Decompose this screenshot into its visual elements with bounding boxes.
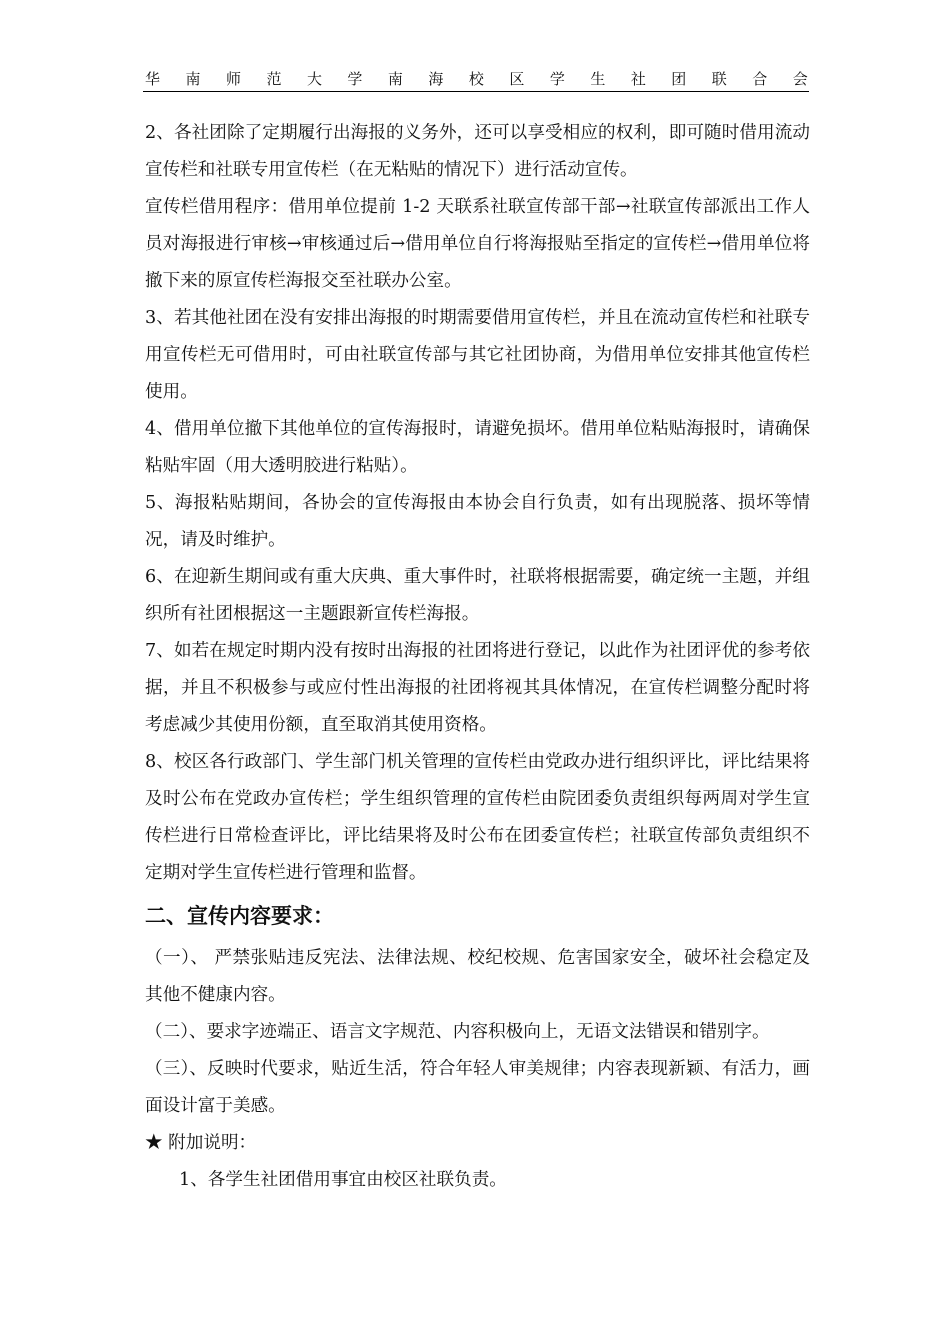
paragraph-5: 5、海报粘贴期间，各协会的宣传海报由本协会自行负责，如有出现脱落、损坏等情况，请及时维护。 xyxy=(145,493,810,550)
header-char: 师 xyxy=(225,70,241,88)
running-header xyxy=(145,69,808,89)
header-char: 校 xyxy=(468,70,484,88)
paragraph-8: 8、校区各行政部门、学生部门机关管理的宣传栏由党政办进行组织评比，评比结果将及时公布在党政办宣传栏；学生组织管理的宣传栏由院团委负责组织每两周对学生宣传栏进行日常检查评比，评比结果将及时公布在团委宣传栏；社联宣传部负责组织不定期对学生宣传栏进行管理和监督。 xyxy=(145,752,810,883)
requirement-item-3: （三）、反映时代要求，贴近生活，符合年轻人审美规律；内容表现新颖、有活力，画面设计富于美感。 xyxy=(145,1059,810,1116)
header-char: 华 xyxy=(145,70,161,88)
section-heading: 二、宣传内容要求： xyxy=(145,903,334,928)
header-char: 海 xyxy=(428,70,444,88)
paragraph-7: 7、如若在规定时期内没有按时出海报的社团将进行登记，以此作为社团评优的参考依据，并且不积极参与或应付性出海报的社团将视其具体情况，在宣传栏调整分配时将考虑减少其使用份额，直至取消其使用资格。 xyxy=(145,641,810,735)
header-char: 大 xyxy=(306,70,322,88)
header-char: 社 xyxy=(630,70,646,88)
header-char: 范 xyxy=(266,70,282,88)
header-char: 团 xyxy=(671,70,687,88)
paragraph-4: 4、借用单位撤下其他单位的宣传海报时，请避免损坏。借用单位粘贴海报时，请确保粘贴牢固（用大透明胶进行粘贴）。 xyxy=(145,419,810,476)
document-body xyxy=(145,115,810,1199)
header-char: 联 xyxy=(711,70,727,88)
header-char: 生 xyxy=(590,70,606,88)
requirement-item-2: （二）、要求字迹端正、语言文字规范、内容积极向上，无语文法错误和错别字。 xyxy=(145,1022,770,1042)
note-item-1: 1、各学生社团借用事宜由校区社联负责。 xyxy=(179,1170,507,1190)
header-char: 南 xyxy=(185,70,201,88)
header-char: 合 xyxy=(752,70,768,88)
note-label: ★ 附加说明： xyxy=(145,1133,257,1153)
header-rule xyxy=(143,91,809,92)
paragraph-3: 3、若其他社团在没有安排出海报的时期需要借用宣传栏，并且在流动宣传栏和社联专用宣传栏无可借用时，可由社联宣传部与其它社团协商，为借用单位安排其他宣传栏使用。 xyxy=(145,308,810,402)
header-char: 会 xyxy=(792,70,808,88)
header-char: 学 xyxy=(549,70,565,88)
paragraph-6: 6、在迎新生期间或有重大庆典、重大事件时，社联将根据需要，确定统一主题，并组织所有社团根据这一主题跟新宣传栏海报。 xyxy=(145,567,810,624)
paragraph-2: 2、各社团除了定期履行出海报的义务外，还可以享受相应的权利，即可随时借用流动宣传栏和社联专用宣传栏（在无粘贴的情况下）进行活动宣传。 xyxy=(145,123,810,180)
header-char: 南 xyxy=(387,70,403,88)
header-char: 区 xyxy=(509,70,525,88)
paragraph-procedure: 宣传栏借用程序：借用单位提前 1-2 天联系社联宣传部干部→社联宣传部派出工作人员对海报进行审核→审核通过后→借用单位自行将海报贴至指定的宣传栏→借用单位将撤下来的原宣传栏海报交至社联办公室。 xyxy=(145,197,810,291)
header-char: 学 xyxy=(347,70,363,88)
requirement-item-1: （一）、 严禁张贴违反宪法、法律法规、校纪校规、危害国家安全，破坏社会稳定及其他不健康内容。 xyxy=(145,948,810,1005)
